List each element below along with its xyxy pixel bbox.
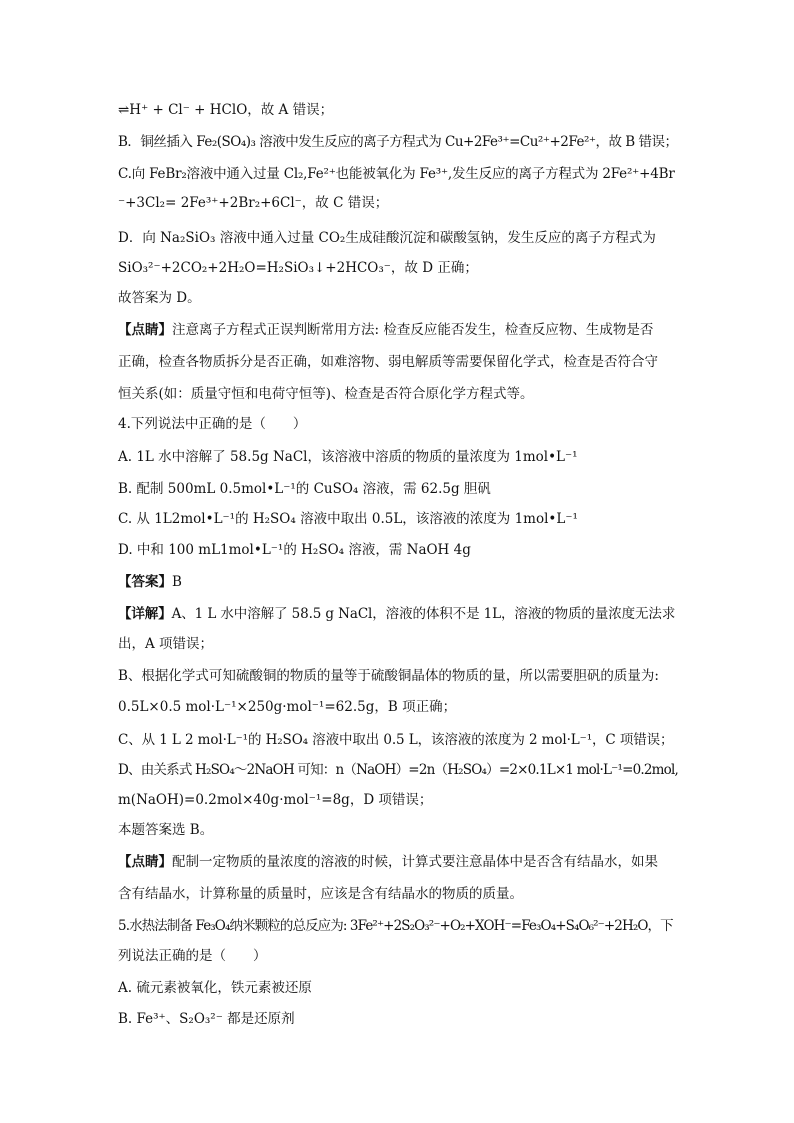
tip-label: 【点睛】 xyxy=(118,322,172,338)
tip-label: 【点睛】 xyxy=(118,854,172,870)
q4-stem: 4.下列说法中正确的是（ ） xyxy=(118,416,307,432)
q4-option-a: A. 1L 水中溶解了 58.5g NaCl，该溶液中溶质的物质的量浓度为 1mol•L⁻¹ xyxy=(118,449,578,465)
q5-option-a: A. 硫元素被氧化，铁元素被还原 xyxy=(118,980,312,996)
q3-option-a-tail: ⇌H⁺ + Cl⁻ + HClO，故 A 错误； xyxy=(118,102,334,118)
q5-option-b: B. Fe³⁺、S₂O₃²⁻ 都是还原剂 xyxy=(118,1011,295,1027)
q4-detail-line4: 0.5L×0.5 mol·L⁻¹×250g·mol⁻¹=62.5g，B 项正确； xyxy=(118,699,457,715)
q5-stem-line1: 5.水热法制备 Fe₃O₄纳米颗粒的总反应为: 3Fe²⁺+2S₂O₃²⁻+O₂+XOH⁻=Fe₃O₄+S₄O₆²⁻+2H₂O，下 xyxy=(118,918,673,934)
q3-tip-line2: 正确，检查各物质拆分是否正确，如难溶物、弱电解质等需要保留化学式，检查是否符合守 xyxy=(118,354,658,370)
q4-detail-line3: B、根据化学式可知硫酸铜的物质的量等于硫酸铜晶体的物质的量，所以需要胆矾的质量为: xyxy=(118,668,659,684)
detail-label: 【详解】 xyxy=(118,606,172,622)
q4-option-d: D. 中和 100 mL1mol•L⁻¹的 H₂SO₄ 溶液，需 NaOH 4g xyxy=(118,542,471,558)
tip-text: 配制一定物质的量浓度的溶液的时候，计算式要注意晶体中是否含有结晶水，如果 xyxy=(172,854,658,870)
q3-tip-line3: 恒关系(如：质量守恒和电荷守恒等)、检查是否符合原化学方程式等。 xyxy=(118,386,534,402)
q4-option-c: C. 从 1L2mol•L⁻¹的 H₂SO₄ 溶液中取出 0.5L，该溶液的浓度为 1mol•L⁻¹ xyxy=(118,511,578,527)
q4-tip-line1 xyxy=(118,852,678,872)
q4-detail-line1 xyxy=(118,604,678,624)
q4-detail-line7: m(NaOH)=0.2mol×40g·mol⁻¹=8g，D 项错误； xyxy=(118,792,433,808)
q4-conclusion: 本题答案选 B。 xyxy=(118,822,214,838)
answer-label: 【答案】 xyxy=(118,574,172,590)
q3-option-c-explanation-line2: ⁻+3Cl₂= 2Fe³⁺+2Br₂+6Cl⁻，故 C 错误； xyxy=(118,195,389,211)
q5-stem-line2: 列说法正确的是（ ） xyxy=(118,948,267,964)
q3-answer-line: 故答案为 D。 xyxy=(118,290,201,306)
detail-text: A、1 L 水中溶解了 58.5 g NaCl，溶液的体积不是 1L，溶液的物质的量浓度无法求 xyxy=(171,606,676,622)
q4-detail-line2: 出，A 项错误； xyxy=(118,636,214,652)
q4-detail-line6: D、由关系式 H₂SO₄～2NaOH 可知：n（NaOH）=2n（H₂SO₄）=2×0.1L×1 mol·L⁻¹=0.2mol, xyxy=(118,762,679,778)
tip-text: 注意离子方程式正误判断常用方法: 检查反应能否发生，检查反应物、生成物是否 xyxy=(172,322,654,338)
q3-option-d-explanation-line1: D．向 Na₂SiO₃ 溶液中通入过量 CO₂生成硅酸沉淀和碳酸氢钠，发生反应的离子方程式为 xyxy=(118,230,656,246)
answer-value: B xyxy=(172,574,182,590)
q4-answer xyxy=(118,572,678,592)
q4-option-b: B. 配制 500mL 0.5mol•L⁻¹的 CuSO₄ 溶液，需 62.5g 胆矾 xyxy=(118,481,491,497)
q3-option-b-explanation: B．铜丝插入 Fe₂(SO₄)₃ 溶液中发生反应的离子方程式为 Cu+2Fe³⁺=Cu²⁺+2Fe²⁺，故 B 错误； xyxy=(118,134,678,150)
q4-tip-line2: 含有结晶水，计算称量的质量时，应该是含有结晶水的物质的质量。 xyxy=(118,886,523,902)
q3-option-c-explanation-line1: C.向 FeBr₂溶液中通入过量 Cl₂,Fe²⁺也能被氧化为 Fe³⁺,发生反应的离子方程式为 2Fe²⁺+4Br xyxy=(118,166,675,182)
q3-option-d-explanation-line2: SiO₃²⁻+2CO₂+2H₂O=H₂SiO₃↓+2HCO₃⁻，故 D 正确； xyxy=(118,260,478,276)
q3-tip-line1 xyxy=(118,320,678,340)
q4-detail-line5: C、从 1 L 2 mol·L⁻¹的 H₂SO₄ 溶液中取出 0.5 L，该溶液的浓度为 2 mol·L⁻¹，C 项错误； xyxy=(118,732,674,748)
